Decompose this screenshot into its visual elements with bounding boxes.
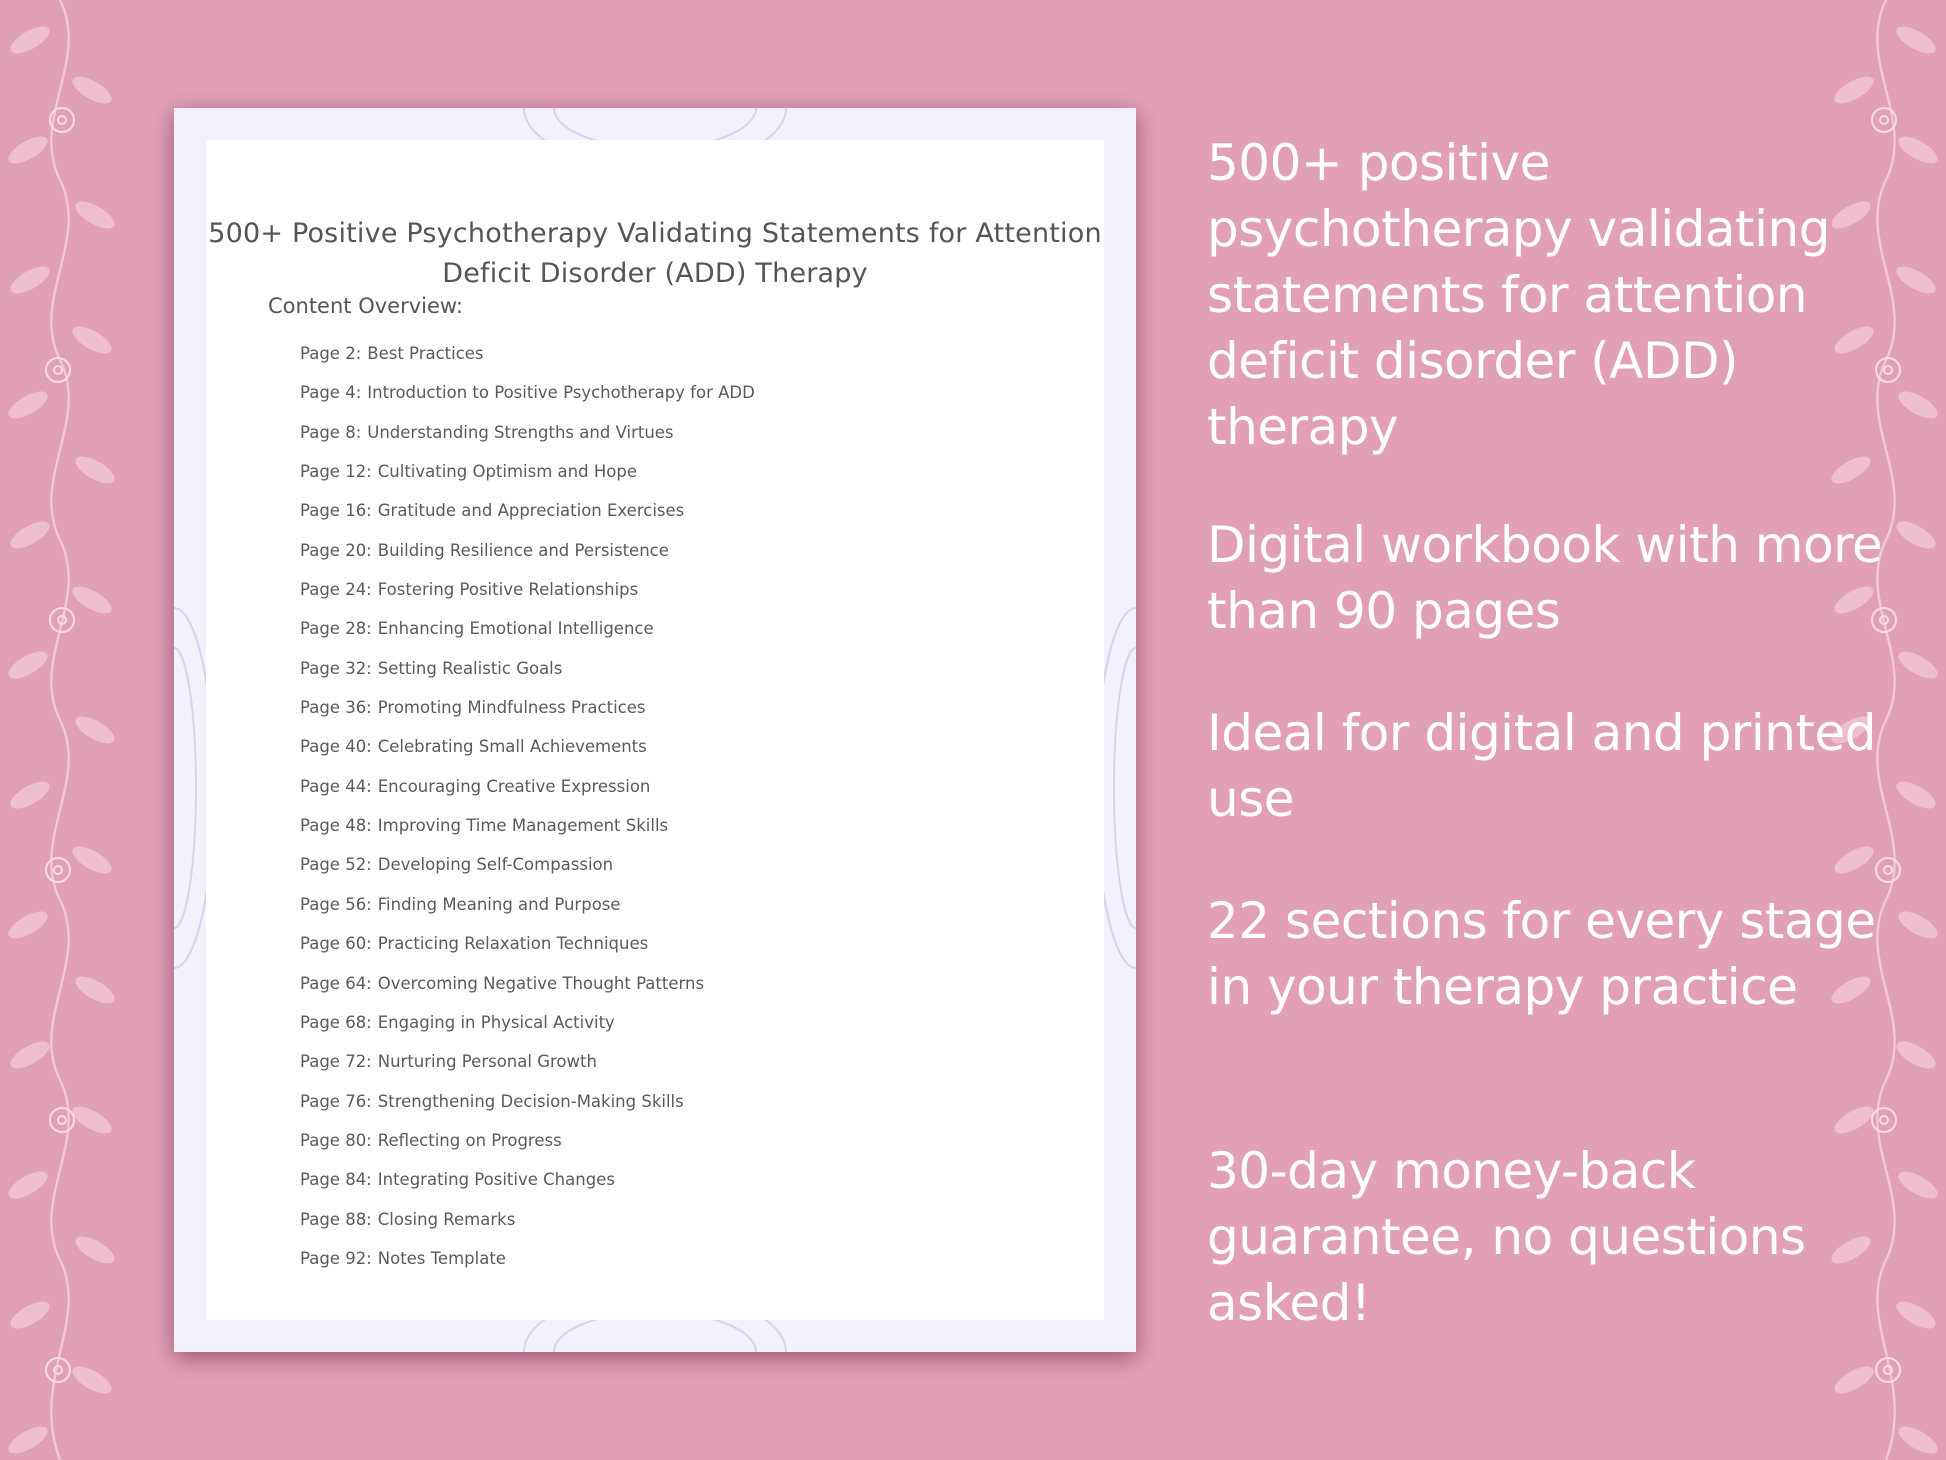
toc-item xyxy=(300,1052,755,1091)
toc-page-number: Page 24: xyxy=(300,580,372,600)
toc-item xyxy=(300,541,755,580)
toc-page-number: Page 92: xyxy=(300,1248,372,1268)
toc-item xyxy=(300,737,755,776)
toc-page-number: Page 4: xyxy=(300,383,362,403)
toc-section-title: Cultivating Optimism and Hope xyxy=(377,462,637,482)
toc-item xyxy=(300,580,755,619)
toc-item xyxy=(300,934,755,973)
toc-section-title: Nurturing Personal Growth xyxy=(377,1052,597,1072)
toc-item xyxy=(300,1013,755,1052)
toc-section-title: Enhancing Emotional Intelligence xyxy=(377,619,654,639)
toc-section-title: Notes Template xyxy=(377,1248,506,1268)
toc-section-title: Integrating Positive Changes xyxy=(377,1170,615,1190)
toc-item xyxy=(300,462,755,501)
feature-statements-count: 500+ positive psychotherapy validating statements for attention deficit disorder (ADD) therapy xyxy=(1207,134,1830,456)
toc-page-number: Page 16: xyxy=(300,501,372,521)
toc-section-title: Setting Realistic Goals xyxy=(377,658,563,678)
feature-use: Ideal for digital and printed use xyxy=(1207,704,1877,828)
toc-page-number: Page 2: xyxy=(300,344,362,363)
toc-section-title: Celebrating Small Achievements xyxy=(377,737,647,757)
toc-item xyxy=(300,619,755,658)
toc-item xyxy=(300,698,755,737)
feature-page-count: Digital workbook with more than 90 pages xyxy=(1207,516,1883,640)
document-page xyxy=(174,108,1136,1352)
toc-section-title: Introduction to Positive Psychotherapy for ADD xyxy=(367,383,755,403)
toc-page-number: Page 36: xyxy=(300,698,372,718)
toc-section-title: Gratitude and Appreciation Exercises xyxy=(377,501,685,521)
toc-page-number: Page 56: xyxy=(300,894,372,914)
toc-section-title: Finding Meaning and Purpose xyxy=(377,894,621,914)
table-of-contents xyxy=(300,344,755,1288)
document-title: 500+ Positive Psychotherapy Validating Statements for Attention Deficit Disorder (ADD) Therapy xyxy=(208,218,1102,289)
toc-page-number: Page 84: xyxy=(300,1170,372,1190)
toc-page-number: Page 60: xyxy=(300,934,372,954)
toc-item xyxy=(300,855,755,894)
toc-page-number: Page 68: xyxy=(300,1012,372,1032)
toc-page-number: Page 88: xyxy=(300,1209,372,1229)
toc-item xyxy=(300,383,755,422)
toc-item xyxy=(300,344,755,383)
toc-section-title: Fostering Positive Relationships xyxy=(377,580,639,600)
toc-page-number: Page 48: xyxy=(300,816,372,836)
toc-item xyxy=(300,501,755,540)
content-overview-label: Content Overview: xyxy=(268,294,463,318)
toc-section-title: Promoting Mindfulness Practices xyxy=(377,698,646,718)
toc-item xyxy=(300,423,755,462)
toc-page-number: Page 40: xyxy=(300,737,372,757)
toc-section-title: Closing Remarks xyxy=(377,1209,516,1229)
toc-item xyxy=(300,1131,755,1170)
toc-page-number: Page 44: xyxy=(300,776,372,796)
toc-page-number: Page 72: xyxy=(300,1052,372,1072)
feature-sections: 22 sections for every stage in your therapy practice xyxy=(1207,892,1876,1016)
toc-page-number: Page 8: xyxy=(300,422,362,442)
toc-page-number: Page 52: xyxy=(300,855,372,875)
toc-page-number: Page 28: xyxy=(300,619,372,639)
document-content xyxy=(206,140,1104,1320)
toc-section-title: Understanding Strengths and Virtues xyxy=(367,422,674,442)
toc-page-number: Page 64: xyxy=(300,973,372,993)
toc-section-title: Reflecting on Progress xyxy=(377,1130,562,1150)
feature-guarantee: 30-day money-back guarantee, no questions asked! xyxy=(1207,1142,1806,1332)
toc-item xyxy=(300,1170,755,1209)
toc-page-number: Page 12: xyxy=(300,462,372,482)
toc-section-title: Strengthening Decision-Making Skills xyxy=(377,1091,684,1111)
toc-section-title: Engaging in Physical Activity xyxy=(377,1012,615,1032)
toc-section-title: Developing Self-Compassion xyxy=(377,855,614,875)
toc-page-number: Page 76: xyxy=(300,1091,372,1111)
toc-item xyxy=(300,1210,755,1249)
toc-item xyxy=(300,1092,755,1131)
toc-item xyxy=(300,895,755,934)
toc-section-title: Encouraging Creative Expression xyxy=(377,776,651,796)
toc-page-number: Page 80: xyxy=(300,1130,372,1150)
toc-item xyxy=(300,777,755,816)
toc-page-number: Page 32: xyxy=(300,658,372,678)
toc-section-title: Practicing Relaxation Techniques xyxy=(377,934,649,954)
toc-section-title: Overcoming Negative Thought Patterns xyxy=(377,973,705,993)
toc-section-title: Best Practices xyxy=(367,344,484,363)
toc-section-title: Improving Time Management Skills xyxy=(377,816,669,836)
toc-item xyxy=(300,1249,755,1288)
toc-item xyxy=(300,974,755,1013)
toc-page-number: Page 20: xyxy=(300,540,372,560)
feature-list xyxy=(1207,130,1907,1338)
toc-item xyxy=(300,816,755,855)
floral-vine-left-icon xyxy=(0,0,135,1460)
toc-section-title: Building Resilience and Persistence xyxy=(377,540,669,560)
toc-item xyxy=(300,659,755,698)
